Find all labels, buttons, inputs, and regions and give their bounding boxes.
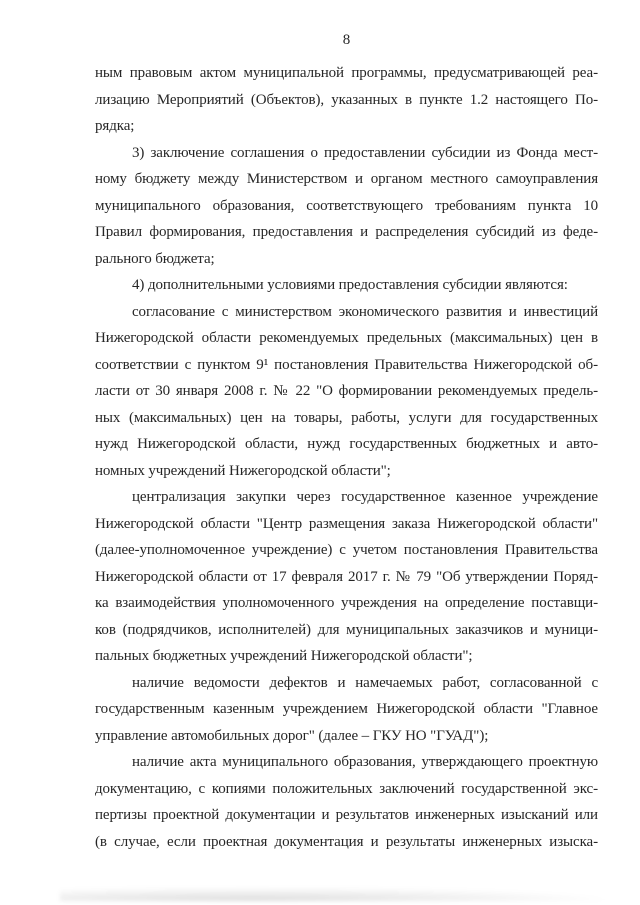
scan-edge-shadow (60, 887, 610, 901)
paragraph (95, 272, 598, 299)
text-line: номных учреждений Нижегородской области"; (95, 462, 391, 479)
text-line: согласование с министерством экономического развития и инвестиций (132, 303, 598, 320)
text-line: ков (подрядчиков, исполнителей) для муниципальных заказчиков и муници- (95, 621, 598, 638)
text-line: управление автомобильных дорог" (далее – ГКУ НО "ГУАД"); (95, 727, 489, 744)
text-line: 3) заключение соглашения о предоставлении субсидии из Фонда мест- (132, 144, 598, 161)
text-line: лизацию Мероприятий (Объектов), указанных в пункте 1.2 настоящего По- (95, 91, 598, 108)
text-line: (в случае, если проектная документация и результаты инженерных изыска- (95, 833, 598, 850)
text-line: наличие акта муниципального образования, утверждающего проектную (132, 754, 598, 770)
text-line: пертизы проектной документации и результатов инженерных изысканий или (95, 807, 598, 823)
text-line: Правил формирования, предоставления и распределения субсидий из феде- (95, 224, 598, 240)
text-line: государственным казенным учреждением Нижегородской области "Главное (95, 701, 598, 717)
page-number: 8 (342, 32, 351, 48)
text-line: Нижегородской области рекомендуемых предельных (максимальных) цен в (95, 330, 598, 346)
text-line: ному бюджету между Министерством и органом местного самоуправления (95, 171, 598, 187)
paragraph (95, 299, 598, 485)
text-line: соответствии с пунктом 9¹ постановления Правительства Нижегородской об- (95, 356, 598, 373)
paragraph (95, 484, 598, 670)
text-line: нужд Нижегородской области, нужд государственных бюджетных и авто- (95, 436, 598, 452)
text-line: Нижегородской области от 17 февраля 2017 г. № 79 "Об утверждении Поряд- (95, 568, 598, 585)
text-line: рядка; (95, 118, 135, 134)
paragraph (95, 60, 598, 140)
text-line: наличие ведомости дефектов и намечаемых работ, согласованной с (132, 674, 598, 691)
text-line: муниципального образования, соответствующего требованиям пункта 10 (95, 197, 598, 214)
paragraph (95, 749, 598, 855)
paragraph (95, 140, 598, 273)
text-line: ка взаимодействия уполномоченного учреждения на определение поставщи- (95, 595, 598, 611)
text-line: ным правовым актом муниципальной программы, предусматривающей реа- (95, 65, 598, 81)
document-body (95, 60, 598, 855)
text-line: документацию, с копиями положительных заключений государственной экс- (95, 780, 598, 797)
text-line: Нижегородской области "Центр размещения заказа Нижегородской области" (95, 515, 598, 532)
text-line: 4) дополнительными условиями предоставления субсидии являются: (132, 277, 568, 293)
text-line: рального бюджета; (95, 250, 215, 267)
paragraph (95, 670, 598, 750)
text-line: пальных бюджетных учреждений Нижегородской области"; (95, 648, 473, 664)
text-line: ных (максимальных) цен на товары, работы, услуги для государственных (95, 409, 598, 426)
text-line: (далее-уполномоченное учреждение) с учетом постановления Правительства (95, 542, 598, 558)
text-line: ласти от 30 января 2008 г. № 22 "О формировании рекомендуемых предель- (95, 383, 598, 399)
text-line: централизация закупки через государственное казенное учреждение (132, 489, 598, 505)
